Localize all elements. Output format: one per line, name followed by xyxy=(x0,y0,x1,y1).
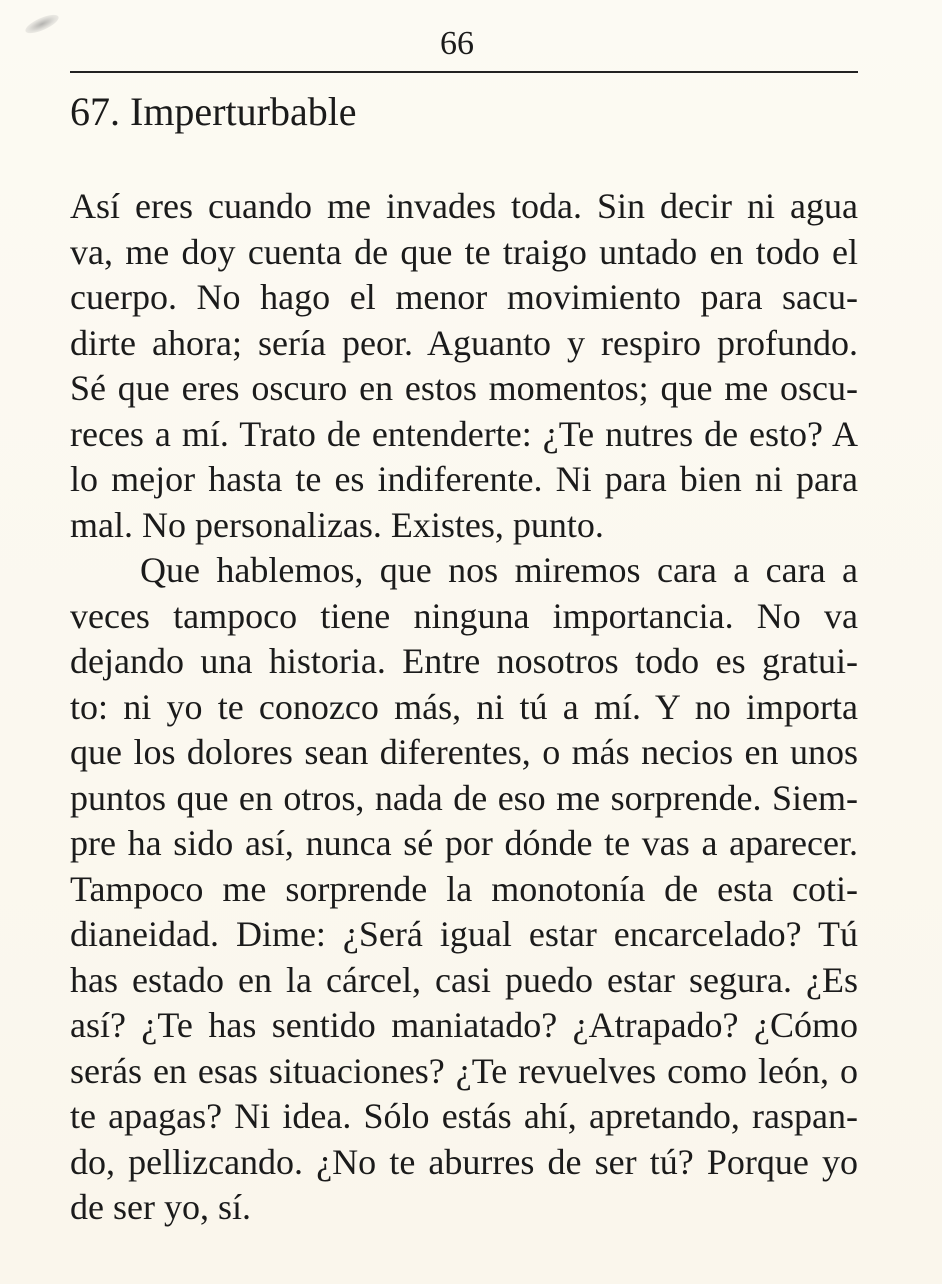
text-line: do, pellizcando. ¿No te aburres de ser tú? Porque yo xyxy=(70,1141,858,1182)
text-line: dirte ahora; sería peor. Aguanto y respiro profundo. xyxy=(70,322,858,363)
page-number: 66 xyxy=(440,25,474,62)
text-line: de ser yo, sí. xyxy=(70,1187,251,1227)
paragraph-2 xyxy=(70,548,858,1231)
text-line: reces a mí. Trato de entenderte: ¿Te nutres de esto? A xyxy=(70,413,858,454)
header-rule xyxy=(70,71,858,73)
text-line: puntos que en otros, nada de eso me sorprende. Siem- xyxy=(70,777,858,818)
body-text xyxy=(70,184,858,1231)
chapter-title: 67. Imperturbable xyxy=(70,89,357,134)
text-line: mal. No personalizas. Existes, punto. xyxy=(70,504,604,545)
text-line: dejando una historia. Entre nosotros todo es gratui- xyxy=(70,641,858,681)
text-line: que los dolores sean diferentes, o más necios en unos xyxy=(70,732,858,772)
text-line: así? ¿Te has sentido maniatado? ¿Atrapado? ¿Cómo xyxy=(70,1005,858,1045)
text-line: Que hablemos, que nos miremos cara a cara a xyxy=(140,550,858,590)
text-line: cuerpo. No hago el menor movimiento para sacu- xyxy=(70,277,858,317)
text-line: has estado en la cárcel, casi puedo estar segura. ¿Es xyxy=(70,959,858,1000)
text-line: Sé que eres oscuro en estos momentos; que me oscu- xyxy=(70,368,858,408)
text-line: te apagas? Ni idea. Sólo estás ahí, apretando, raspan- xyxy=(70,1096,858,1136)
text-line: lo mejor hasta te es indiferente. Ni para bien ni para xyxy=(70,459,858,499)
text-line: Tampoco me sorprende la monotonía de esta coti- xyxy=(70,868,858,909)
text-line: dianeidad. Dime: ¿Será igual estar encarcelado? Tú xyxy=(70,914,858,954)
paragraph-1 xyxy=(70,184,858,548)
text-line: pre ha sido así, nunca sé por dónde te vas a aparecer. xyxy=(70,823,858,863)
text-line: Así eres cuando me invades toda. Sin decir ni agua xyxy=(70,186,858,226)
text-line: serás en esas situaciones? ¿Te revuelves como león, o xyxy=(70,1050,858,1091)
text-line: veces tampoco tiene ninguna importancia. No va xyxy=(70,595,858,636)
text-line: to: ni yo te conozco más, ni tú a mí. Y no importa xyxy=(70,686,858,727)
text-line: va, me doy cuenta de que te traigo untado en todo el xyxy=(70,231,858,272)
